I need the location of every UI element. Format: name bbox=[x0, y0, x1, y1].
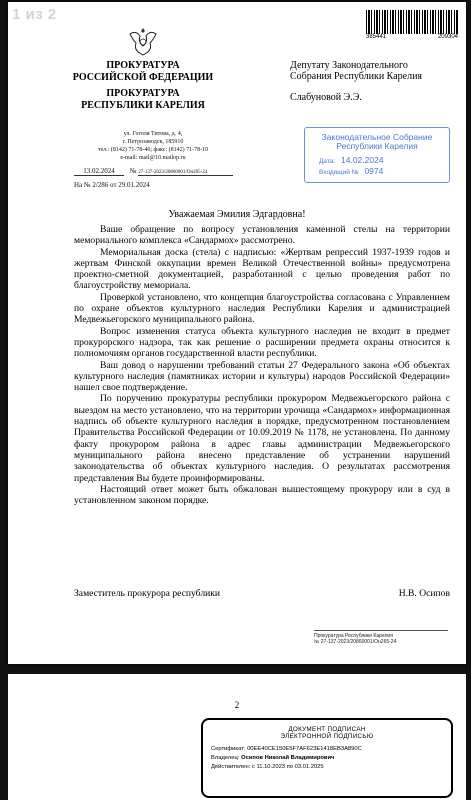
office-address bbox=[78, 130, 228, 162]
paragraph: Настоящий ответ может быть обжалован вышестоящему прокурору или в суд в установленном законом порядке. bbox=[74, 483, 450, 507]
recipient-block bbox=[290, 60, 460, 103]
valid-label: Действителен bbox=[211, 764, 249, 770]
recipient-line-1: Депутату Законодательного bbox=[290, 60, 408, 71]
esig-certificate: Сертификат: 00EE40CE150E5F7AF623E1418EB3A890C bbox=[211, 746, 362, 752]
paragraph: Ваше обращение по вопросу установления каменной стелы на территории мемориального комплекса «Сандармох» рассмотрено. bbox=[74, 224, 450, 247]
paragraph: Вопрос изменения статуса объекта культурного наследия не входит в предмет прокурорского надзора, так как решение о расширении предмета охраны относится к полномочиям органов государственной власти республики. bbox=[74, 325, 450, 360]
page-number: 2 bbox=[234, 700, 240, 710]
header-line-4: РЕСПУБЛИКИ КАРЕЛИЯ bbox=[81, 100, 205, 111]
reference-number: На № 2/286 от 29.01.2024 bbox=[74, 181, 150, 189]
valid-value: с 11.10.2023 по 03.01.2025 bbox=[251, 764, 324, 770]
outgoing-number: 27-137-2023/20860001/Он265-24 bbox=[138, 170, 233, 176]
outgoing-date: 13.02.2024 bbox=[74, 167, 124, 176]
address-line-3: тел.: (8142) 71-78-46; факс: (8142) 71-78-10 bbox=[97, 147, 209, 153]
stamp-title-2: Республики Карелия bbox=[336, 141, 418, 151]
registration-line-2: № 27-137-2023/20860001/Он265-24 bbox=[314, 639, 397, 645]
stamp-title-1: Законодательное Собрание bbox=[321, 132, 433, 142]
paragraph: Мемориальная доска (стела) с надписью: «Жертвам репрессий 1937-1939 годов и жертвам Финской оккупации времен Великой Отечественной войны» предусмотрена проектно-сметной документацией, разработанной с целью проведения работ по благоустройству мемориала. bbox=[74, 246, 450, 292]
recipient-line-2: Собрания Республики Карелия bbox=[290, 71, 423, 82]
esig-heading-2: ЭЛЕКТРОННОЙ ПОДПИСЬЮ bbox=[280, 733, 374, 740]
address-line-1: ул. Гоголя Титова, д. 4, bbox=[123, 131, 183, 137]
page-counter: 1 из 2 bbox=[12, 6, 57, 23]
stamp-number-label: Входящий № bbox=[319, 169, 359, 176]
stamp-number-row bbox=[319, 166, 449, 176]
address-line-4: e-mail: mail@10.mailop.ru bbox=[120, 155, 186, 161]
paragraph: По поручению прокуратуры республики прокурором Медвежьегорского района с выездом на место установлено, что на территории урочища «Сандармох» информационная надпись об объекте культурного наследия в порядке, предусмотренном постановлением Правительства Российской Федерации от 10.09.2019 № 1178, не установлена. По данному факту прокурором района в адрес главы администрации Медвежьегорского муниципального района внесено представление об устранении нарушений законодательства об объектах культурного наследия. О результатах рассмотрения представления Вы будете проинформированы. bbox=[74, 393, 450, 484]
barcode-numbers bbox=[366, 34, 458, 40]
header-line-2: РОССИЙСКОЙ ФЕДЕРАЦИИ bbox=[72, 72, 214, 83]
signer-title: Заместитель прокурора республики bbox=[74, 588, 221, 599]
recipient-name: Слабуновой Э.Э. bbox=[290, 92, 362, 103]
header-line-3: ПРОКУРАТУРА bbox=[106, 88, 180, 99]
cert-value: 00EE40CE150E5F7AF623E1418EB3A890C bbox=[247, 746, 362, 752]
electronic-signature-box bbox=[201, 718, 453, 798]
incoming-stamp bbox=[304, 127, 450, 183]
registration-line-1: Прокуратура Республики Карелия bbox=[314, 633, 393, 639]
owner-value: Осипов Николай Владимирович bbox=[241, 755, 335, 761]
barcode-left-number: 385441 bbox=[366, 34, 387, 40]
address-line-2: г. Петрозаводск, 185910 bbox=[122, 139, 184, 145]
header-line-1: ПРОКУРАТУРА bbox=[106, 60, 180, 71]
owner-label: Владелец bbox=[211, 755, 238, 761]
office-header bbox=[58, 60, 228, 112]
esig-heading-1: ДОКУМЕНТ ПОДПИСАН bbox=[288, 726, 366, 733]
signer-name: Н.В. Осипов bbox=[398, 588, 450, 599]
barcode bbox=[366, 10, 458, 34]
stamp-date-row bbox=[319, 155, 449, 165]
stamp-date-label: Дата: bbox=[319, 158, 336, 165]
page-1 bbox=[8, 2, 466, 664]
page-2 bbox=[8, 674, 466, 800]
barcode-right-number: 209304 bbox=[437, 34, 458, 40]
salutation: Уважаемая Эмилия Эдгардовна! bbox=[168, 209, 306, 220]
esig-validity: Действителен: с 11.10.2023 по 03.01.2025 bbox=[211, 764, 324, 770]
stamp-date: 14.02.2024 bbox=[341, 155, 384, 165]
number-sign: № bbox=[129, 167, 137, 175]
registration-stamp bbox=[314, 630, 448, 645]
cert-label: Сертификат bbox=[211, 746, 244, 752]
letter-body bbox=[74, 224, 450, 506]
paragraph: Ваш довод о нарушении требований статьи 27 Федерального закона «Об объектах культурного наследия (памятниках истории и культуры) народов Российской Федерации» нашел свое подтверждение. bbox=[74, 359, 450, 394]
paragraph: Проверкой установлено, что концепция благоустройства согласована с Управлением по охране объектов культурного наследия Республики Карелия и администрацией Медвежьегорского муниципального района. bbox=[74, 291, 450, 326]
double-headed-eagle-emblem-icon bbox=[126, 24, 160, 58]
stamp-number: 0974 bbox=[364, 166, 384, 176]
signature-line bbox=[74, 588, 450, 599]
outgoing-date-number bbox=[74, 167, 233, 176]
esig-owner: Владелец: Осипов Николай Владимирович bbox=[211, 755, 335, 761]
